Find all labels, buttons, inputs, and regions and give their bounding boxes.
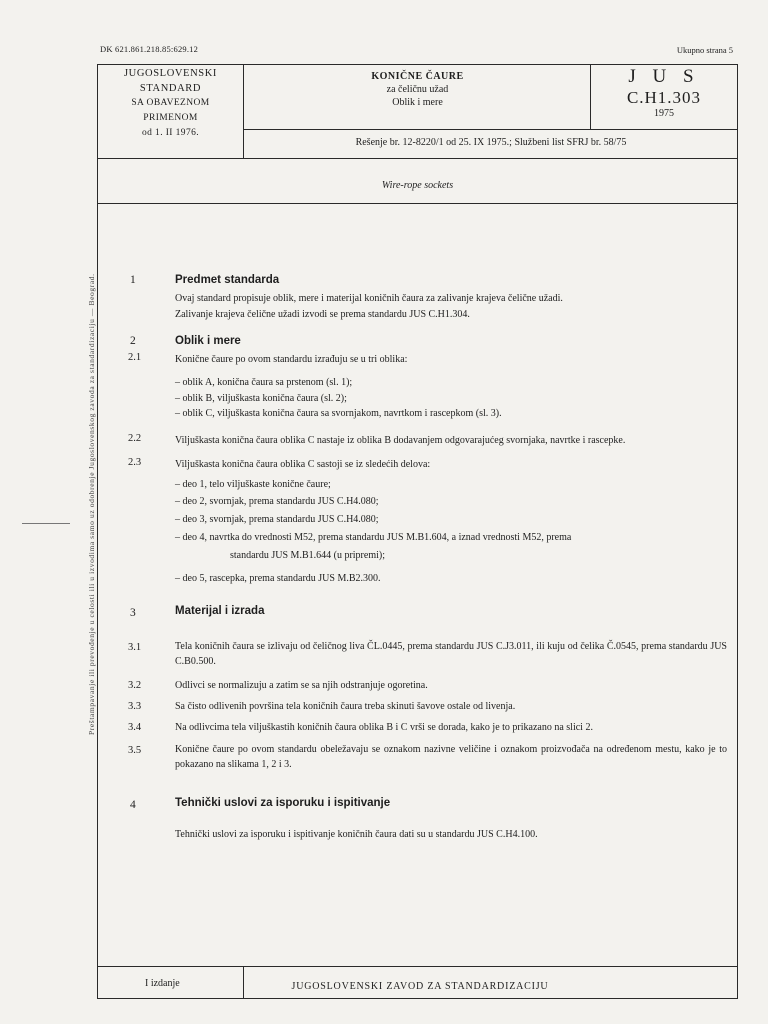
- standard-block: [98, 66, 243, 141]
- clause-number: 2.3: [128, 457, 142, 468]
- list-item: – oblik A, konična čaura sa prstenom (sl. 1);: [175, 377, 353, 388]
- page-total: Ukupno strana 5: [676, 45, 733, 55]
- clause-number: 2.2: [128, 433, 142, 444]
- paragraph: Viljuškasta konična čaura oblika C sastoji se iz sledećih delova:: [175, 459, 431, 470]
- list-item: – deo 2, svornjak, prema standardu JUS C.H4.080;: [175, 496, 379, 507]
- std-line-5: od 1. II 1976.: [141, 128, 200, 138]
- section-number: 4: [130, 799, 136, 811]
- clause-number: 2.1: [128, 352, 142, 363]
- section-heading: Materijal i izrada: [175, 605, 265, 617]
- paragraph: Viljuškasta konična čaura oblika C nastaje iz oblika B dodavanjem odgovarajućeg svornjaka, navrtke i rascepke.: [175, 435, 626, 446]
- doc-title-line3: Oblik i mere: [392, 97, 443, 108]
- jus-code-block: [591, 66, 737, 120]
- section-heading: Predmet standarda: [175, 274, 280, 286]
- doc-title-line2: za čeličnu užad: [386, 84, 449, 95]
- publisher-name: JUGOSLOVENSKI ZAVOD ZA STANDARDIZACIJU: [291, 981, 549, 992]
- paragraph: Konične čaure po ovom standardu obeležavaju se oznakom nazivne veličine i oznakom proizvođača na određenom mestu, kako je to pokazano na slikama 1, 2 i 3.: [175, 744, 727, 770]
- clause-number: 3.4: [128, 722, 142, 733]
- paragraph: Odlivci se normalizuju a zatim se sa njih odstranjuje ogoretina.: [175, 680, 428, 691]
- list-item: – deo 3, svornjak, prema standardu JUS C.H4.080;: [175, 514, 379, 525]
- section-number: 2: [130, 335, 136, 347]
- clause-number: 3.5: [128, 745, 142, 756]
- list-item-continuation: standardu JUS M.B1.644 (u pripremi);: [230, 550, 385, 561]
- section-number: 1: [130, 274, 136, 286]
- list-item: – oblik C, viljuškasta konična čaura sa svornjakom, navrtkom i rascepkom (sl. 3).: [175, 408, 502, 419]
- paragraph: Tela koničnih čaura se izlivaju od čeličnog liva ČL.0445, prema standardu JUS C.J3.011, ili kuju od čelika Č.0545, prema standardu JUS C.B0.500.: [175, 641, 727, 667]
- paragraph: Konične čaure po ovom standardu izrađuju se u tri oblika:: [175, 354, 408, 365]
- header-rule-1: [243, 129, 738, 130]
- copyright-side-note: Preštampavanje ili prevođenje u celosti ili u izvodima samo uz odobrenje Jugoslovenskog zavoda za standardizaciju — Beograd.: [87, 273, 96, 735]
- header-divider-1: [243, 64, 244, 159]
- section-number: 3: [130, 607, 136, 619]
- english-subtitle: Wire-rope sockets: [381, 180, 454, 191]
- section-heading: Tehnički uslovi za isporuku i ispitivanje: [175, 797, 391, 809]
- std-line-3: SA OBAVEZNOM: [131, 98, 210, 108]
- udc-code: DK 621.861.218.85:629.12: [100, 44, 199, 54]
- jus-year: 1975: [654, 108, 674, 119]
- list-item: – oblik B, viljuškasta konična čaura (sl. 2);: [175, 393, 347, 404]
- clause-number: 3.3: [128, 701, 142, 712]
- std-line-4: PRIMENOM: [143, 113, 198, 123]
- std-line-2: STANDARD: [139, 83, 202, 94]
- margin-mark: [22, 523, 70, 524]
- clause-number: 3.2: [128, 680, 142, 691]
- footer-divider: [243, 966, 244, 999]
- section-heading: Oblik i mere: [175, 335, 241, 347]
- doc-title: KONIČNE ČAURE: [371, 71, 464, 82]
- list-item: – deo 4, navrtka do vrednosti M52, prema standardu JUS M.B1.604, a iznad vrednosti M52, prema: [175, 532, 572, 543]
- jus-number: C.H1.303: [626, 88, 702, 107]
- list-item: – deo 1, telo viljuškaste konične čaure;: [175, 479, 331, 490]
- std-line-1: JUGOSLOVENSKI: [124, 68, 217, 79]
- paragraph: Na odlivcima tela viljuškastih koničnih čaura oblika B i C vrši se dorada, kako je to prikazano na slici 2.: [175, 722, 593, 733]
- clause-number: 3.1: [128, 642, 142, 653]
- header-rule-3: [97, 203, 738, 204]
- title-block: [245, 70, 590, 109]
- decision-line: Rešenje br. 12-8220/1 od 25. IX 1975.; Službeni list SFRJ br. 58/75: [355, 137, 627, 148]
- paragraph: Sa čisto odlivenih površina tela koničnih čaura treba skinuti šavove ostale od livenja.: [175, 701, 516, 712]
- paragraph: Ovaj standard propisuje oblik, mere i materijal koničnih čaura za zalivanje krajeva čelične užadi.: [175, 293, 563, 304]
- edition-label: I izdanje: [145, 978, 180, 989]
- paragraph: Tehnički uslovi za isporuku i ispitivanje koničnih čaura dati su u standardu JUS C.H4.100.: [175, 829, 538, 840]
- jus-label: J U S: [628, 66, 700, 87]
- header-rule-2: [97, 158, 738, 159]
- list-item: – deo 5, rascepka, prema standardu JUS M.B2.300.: [175, 573, 381, 584]
- footer-rule: [97, 966, 738, 967]
- paragraph: Zalivanje krajeva čelične užadi izvodi se prema standardu JUS C.H1.304.: [175, 309, 470, 320]
